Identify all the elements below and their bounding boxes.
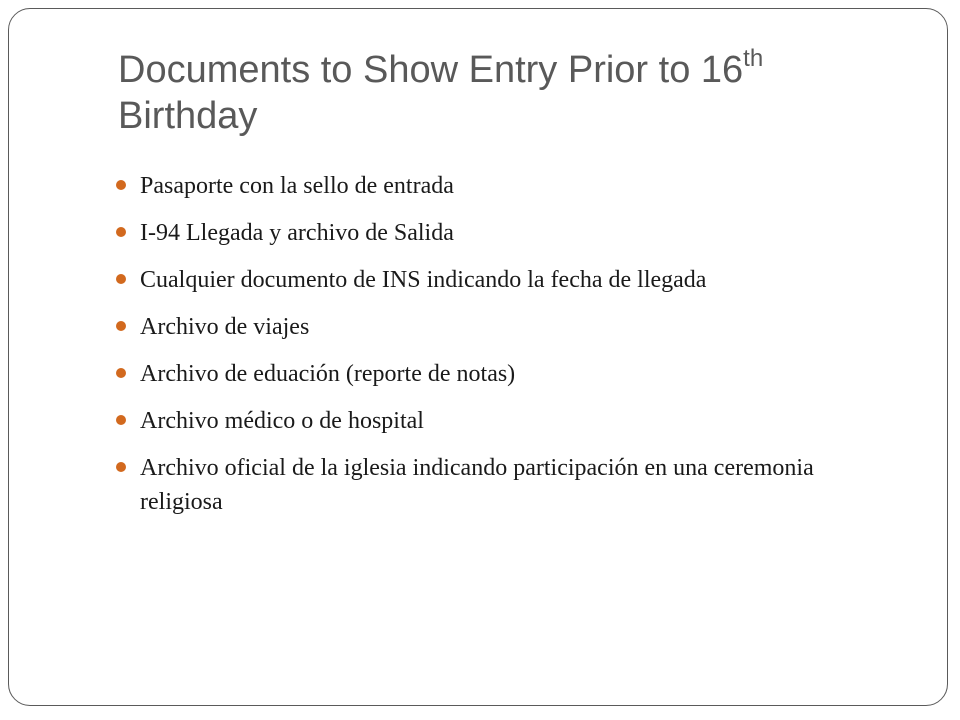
bullet-item-ins-document: [116, 263, 896, 297]
slide-title-prefix: Documents to Show Entry Prior to 16: [118, 49, 744, 91]
bullet-text: Archivo oficial de la iglesia indicando participación en una ceremonia religiosa: [140, 455, 814, 515]
slide-title-superscript: th: [743, 45, 764, 73]
bullet-text: Archivo médico o de hospital: [140, 408, 424, 434]
bullet-dot-icon: [116, 180, 126, 190]
slide-title-suffix: Birthday: [118, 95, 258, 137]
bullet-text: Cualquier documento de INS indicando la fecha de llegada: [140, 267, 707, 293]
bullet-dot-icon: [116, 462, 126, 472]
bullet-dot-icon: [116, 368, 126, 378]
bullet-dot-icon: [116, 415, 126, 425]
slide-frame: [8, 8, 948, 706]
bullet-dot-icon: [116, 227, 126, 237]
bullet-item-travel-records: [116, 310, 896, 344]
bullet-list: [116, 169, 896, 532]
bullet-item-education-records: [116, 357, 896, 391]
bullet-item-i94: [116, 216, 896, 250]
bullet-dot-icon: [116, 274, 126, 284]
bullet-text: I-94 Llegada y archivo de Salida: [140, 220, 454, 246]
bullet-text: Archivo de eduación (reporte de notas): [140, 361, 516, 387]
slide-title: [118, 47, 918, 139]
bullet-text: Archivo de viajes: [140, 314, 310, 340]
bullet-dot-icon: [116, 321, 126, 331]
bullet-item-passport: [116, 169, 896, 203]
bullet-item-church-records: [116, 451, 896, 519]
bullet-text: Pasaporte con la sello de entrada: [140, 173, 454, 199]
bullet-item-medical-records: [116, 404, 896, 438]
